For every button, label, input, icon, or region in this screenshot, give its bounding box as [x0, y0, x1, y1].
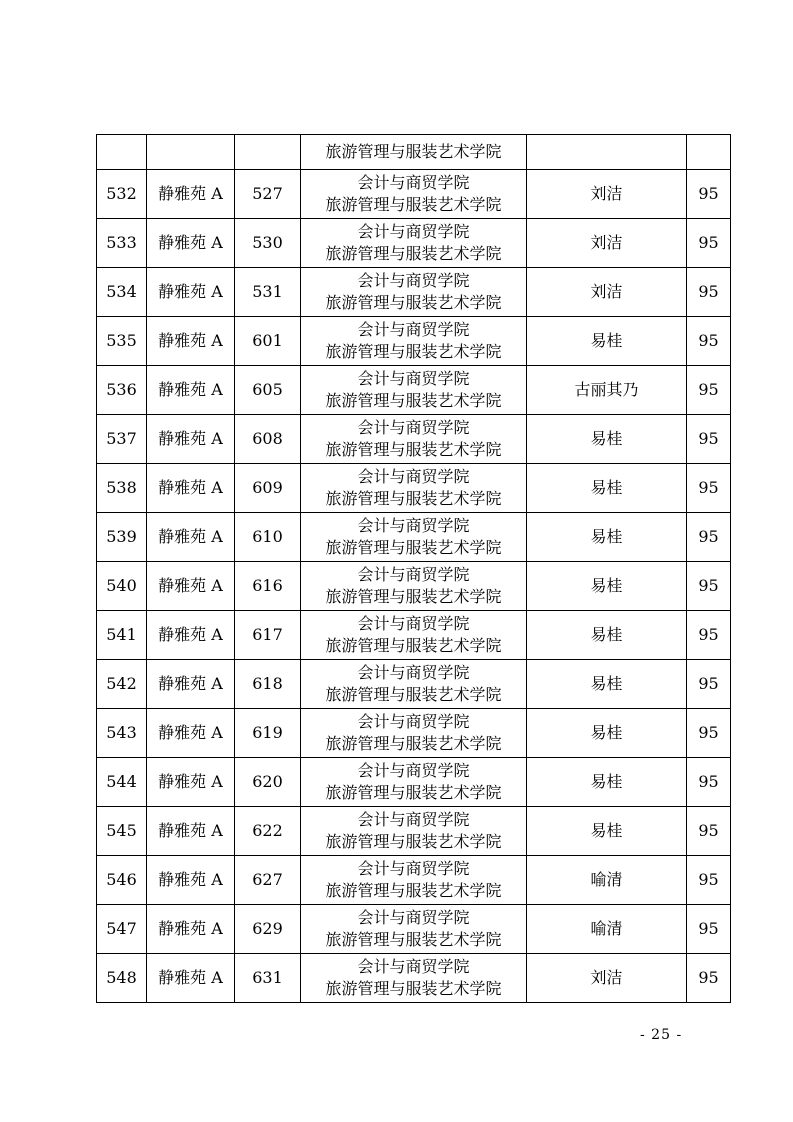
- cell-score: 95: [687, 513, 731, 562]
- cell-room: 531: [235, 268, 301, 317]
- cell-building: 静雅苑 A: [147, 954, 235, 1003]
- cell-score: 95: [687, 954, 731, 1003]
- table-row: [97, 513, 731, 562]
- cell-number: 542: [97, 660, 147, 709]
- cell-room: 627: [235, 856, 301, 905]
- cell-inspector: 易桂: [527, 562, 687, 611]
- college-name-line1: 会计与商贸学院: [357, 418, 470, 437]
- table-row: [97, 219, 731, 268]
- cell-building: [147, 135, 235, 170]
- college-name-line2: 旅游管理与服装艺术学院: [325, 832, 502, 851]
- cell-room: 617: [235, 611, 301, 660]
- cell-number: 539: [97, 513, 147, 562]
- cell-number: 543: [97, 709, 147, 758]
- cell-building: 静雅苑 A: [147, 464, 235, 513]
- college-name-line1: 会计与商贸学院: [357, 565, 470, 584]
- cell-inspector: 刘洁: [527, 219, 687, 268]
- cell-number: 535: [97, 317, 147, 366]
- cell-number: 540: [97, 562, 147, 611]
- college-name-line1: 会计与商贸学院: [357, 810, 470, 829]
- cell-room: [235, 135, 301, 170]
- cell-number: 546: [97, 856, 147, 905]
- cell-score: 95: [687, 268, 731, 317]
- cell-building: 静雅苑 A: [147, 317, 235, 366]
- cell-room: 609: [235, 464, 301, 513]
- cell-college: [301, 660, 527, 709]
- cell-building: 静雅苑 A: [147, 170, 235, 219]
- table-row: [97, 366, 731, 415]
- college-name-line2: 旅游管理与服装艺术学院: [325, 391, 502, 410]
- cell-college: [301, 464, 527, 513]
- college-name-line2: 旅游管理与服装艺术学院: [325, 538, 502, 557]
- cell-building: 静雅苑 A: [147, 268, 235, 317]
- college-name-line1: 会计与商贸学院: [357, 908, 470, 927]
- table-row-continued: [97, 135, 731, 170]
- college-name-line2: 旅游管理与服装艺术学院: [325, 440, 502, 459]
- cell-college: [301, 268, 527, 317]
- cell-college: [301, 415, 527, 464]
- cell-building: 静雅苑 A: [147, 415, 235, 464]
- cell-inspector: 刘洁: [527, 268, 687, 317]
- table-row: [97, 268, 731, 317]
- cell-number: 548: [97, 954, 147, 1003]
- cell-number: 547: [97, 905, 147, 954]
- cell-room: 601: [235, 317, 301, 366]
- cell-college: [301, 954, 527, 1003]
- cell-score: 95: [687, 415, 731, 464]
- college-name-line2: 旅游管理与服装艺术学院: [325, 587, 502, 606]
- cell-inspector: 喻清: [527, 856, 687, 905]
- cell-inspector: 易桂: [527, 317, 687, 366]
- college-name-line1: 会计与商贸学院: [357, 369, 470, 388]
- college-name-line2: 旅游管理与服装艺术学院: [325, 930, 502, 949]
- college-name-line1: 会计与商贸学院: [357, 957, 470, 976]
- college-name-line2: 旅游管理与服装艺术学院: [325, 685, 502, 704]
- college-name-line2: 旅游管理与服装艺术学院: [325, 636, 502, 655]
- table-row: [97, 562, 731, 611]
- table-row: [97, 464, 731, 513]
- cell-score: 95: [687, 464, 731, 513]
- cell-college: [301, 856, 527, 905]
- cell-room: 616: [235, 562, 301, 611]
- cell-score: 95: [687, 366, 731, 415]
- cell-room: 622: [235, 807, 301, 856]
- cell-score: 95: [687, 905, 731, 954]
- cell-score: [687, 135, 731, 170]
- cell-college: [301, 562, 527, 611]
- cell-score: 95: [687, 856, 731, 905]
- cell-room: 530: [235, 219, 301, 268]
- table-row: [97, 807, 731, 856]
- cell-room: 605: [235, 366, 301, 415]
- college-name-line2: 旅游管理与服装艺术学院: [325, 342, 502, 361]
- cell-score: 95: [687, 317, 731, 366]
- table-row: [97, 709, 731, 758]
- cell-room: 608: [235, 415, 301, 464]
- cell-college: [301, 758, 527, 807]
- college-name-line2: 旅游管理与服装艺术学院: [325, 244, 502, 263]
- cell-building: 静雅苑 A: [147, 660, 235, 709]
- cell-inspector: 易桂: [527, 464, 687, 513]
- cell-score: 95: [687, 758, 731, 807]
- cell-building: 静雅苑 A: [147, 562, 235, 611]
- cell-building: 静雅苑 A: [147, 856, 235, 905]
- table-row: [97, 905, 731, 954]
- cell-score: 95: [687, 219, 731, 268]
- college-name-line2: 旅游管理与服装艺术学院: [325, 783, 502, 802]
- table-row: [97, 954, 731, 1003]
- cell-inspector: [527, 135, 687, 170]
- cell-number: 533: [97, 219, 147, 268]
- cell-inspector: 易桂: [527, 660, 687, 709]
- cell-inspector: 易桂: [527, 415, 687, 464]
- table-row: [97, 415, 731, 464]
- cell-building: 静雅苑 A: [147, 905, 235, 954]
- college-name-line1: 会计与商贸学院: [357, 663, 470, 682]
- college-name-line1: 会计与商贸学院: [357, 320, 470, 339]
- college-name-line2: 旅游管理与服装艺术学院: [325, 979, 502, 998]
- table-row: [97, 856, 731, 905]
- college-name-line1: 会计与商贸学院: [357, 222, 470, 241]
- cell-number: 536: [97, 366, 147, 415]
- cell-inspector: 刘洁: [527, 170, 687, 219]
- college-name-line1: 会计与商贸学院: [357, 614, 470, 633]
- cell-college: [301, 317, 527, 366]
- cell-college: [301, 170, 527, 219]
- cell-college: [301, 135, 527, 170]
- cell-room: 629: [235, 905, 301, 954]
- cell-number: 532: [97, 170, 147, 219]
- cell-number: 545: [97, 807, 147, 856]
- college-name-line1: 会计与商贸学院: [357, 271, 470, 290]
- college-name: 旅游管理与服装艺术学院: [325, 142, 502, 161]
- cell-inspector: 易桂: [527, 807, 687, 856]
- cell-room: 618: [235, 660, 301, 709]
- cell-building: 静雅苑 A: [147, 366, 235, 415]
- cell-building: 静雅苑 A: [147, 219, 235, 268]
- page-number: - 25 -: [640, 1027, 683, 1043]
- cell-college: [301, 709, 527, 758]
- cell-room: 527: [235, 170, 301, 219]
- cell-building: 静雅苑 A: [147, 611, 235, 660]
- cell-college: [301, 366, 527, 415]
- cell-college: [301, 807, 527, 856]
- college-name-line2: 旅游管理与服装艺术学院: [325, 293, 502, 312]
- cell-inspector: 古丽其乃: [527, 366, 687, 415]
- cell-number: 544: [97, 758, 147, 807]
- cell-college: [301, 219, 527, 268]
- cell-college: [301, 905, 527, 954]
- cell-college: [301, 611, 527, 660]
- college-name-line2: 旅游管理与服装艺术学院: [325, 881, 502, 900]
- cell-inspector: 易桂: [527, 709, 687, 758]
- college-name-line2: 旅游管理与服装艺术学院: [325, 734, 502, 753]
- college-name-line1: 会计与商贸学院: [357, 173, 470, 192]
- cell-inspector: 易桂: [527, 513, 687, 562]
- college-name-line1: 会计与商贸学院: [357, 761, 470, 780]
- cell-score: 95: [687, 562, 731, 611]
- cell-score: 95: [687, 660, 731, 709]
- college-name-line1: 会计与商贸学院: [357, 516, 470, 535]
- cell-inspector: 易桂: [527, 758, 687, 807]
- college-name-line2: 旅游管理与服装艺术学院: [325, 195, 502, 214]
- cell-number: 534: [97, 268, 147, 317]
- cell-inspector: 易桂: [527, 611, 687, 660]
- cell-room: 619: [235, 709, 301, 758]
- cell-college: [301, 513, 527, 562]
- college-name-line1: 会计与商贸学院: [357, 712, 470, 731]
- cell-inspector: 刘洁: [527, 954, 687, 1003]
- table-row: [97, 660, 731, 709]
- table-row: [97, 170, 731, 219]
- cell-building: 静雅苑 A: [147, 758, 235, 807]
- college-name-line1: 会计与商贸学院: [357, 859, 470, 878]
- cell-building: 静雅苑 A: [147, 807, 235, 856]
- cell-room: 631: [235, 954, 301, 1003]
- cell-room: 610: [235, 513, 301, 562]
- table-row: [97, 317, 731, 366]
- table-body: [97, 135, 731, 1003]
- cell-building: 静雅苑 A: [147, 513, 235, 562]
- college-name-line1: 会计与商贸学院: [357, 467, 470, 486]
- table-row: [97, 611, 731, 660]
- cell-building: 静雅苑 A: [147, 709, 235, 758]
- cell-score: 95: [687, 170, 731, 219]
- cell-score: 95: [687, 709, 731, 758]
- cell-score: 95: [687, 611, 731, 660]
- cell-score: 95: [687, 807, 731, 856]
- dormitory-inspection-table: [96, 134, 731, 1003]
- cell-number: [97, 135, 147, 170]
- cell-room: 620: [235, 758, 301, 807]
- cell-inspector: 喻清: [527, 905, 687, 954]
- cell-number: 538: [97, 464, 147, 513]
- college-name-line2: 旅游管理与服装艺术学院: [325, 489, 502, 508]
- cell-number: 537: [97, 415, 147, 464]
- cell-number: 541: [97, 611, 147, 660]
- table-row: [97, 758, 731, 807]
